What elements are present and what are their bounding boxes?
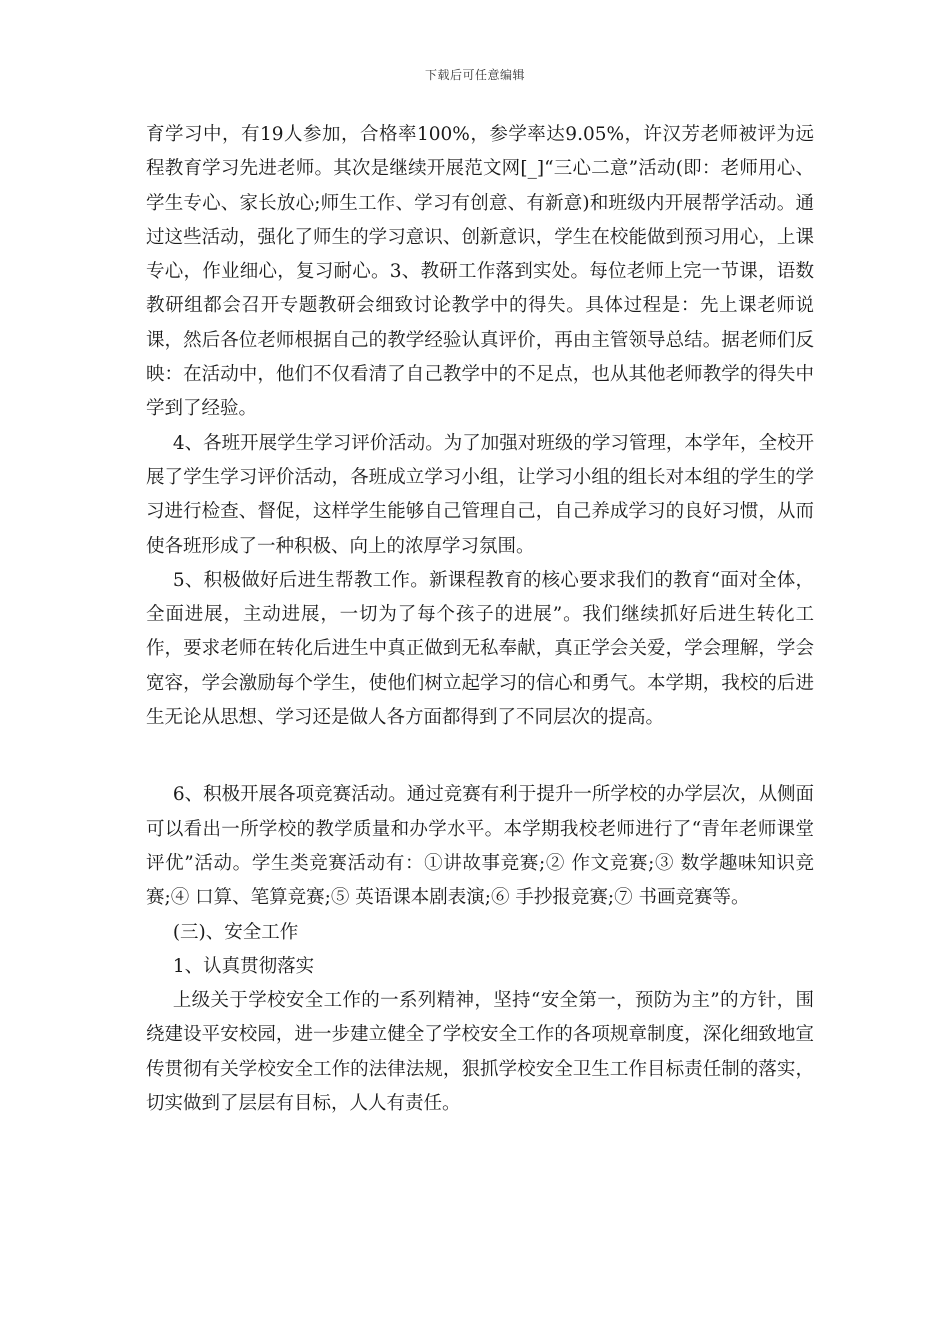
subheading-implementation: 1、认真贯彻落实 [172,955,315,977]
paragraph-gap [146,735,814,778]
paragraph-remote-education: 育学习中，有19人参加，合格率100%，参学率达9.05%，许汉芳老师被评为远程教育学习先进老师。其次是继续开展范文网[_]“三心二意”活动(即：老师用心、学生专心、家长放心;师生工作、学习有创意、有新意)和班级内开展帮学活动。通过这些活动，强化了师生的学习意识、创新意识，学生在校能做到预习用心，上课专心，作业细心，复习耐心。3、教研工作落到实处。每位老师上完一节课，语数教研组都会召开专题教研会细致讨论教学中的得失。具体过程是：先上课老师说课，然后各位老师根据自己的教学经验认真评价，再由主管领导总结。据老师们反映：在活动中，他们不仅看清了自己教学中的不足点，也从其他老师教学的得失中学到了经验。 [146,124,814,420]
paragraph-safety-policy: 上级关于学校安全工作的一系列精神，坚持“安全第一，预防为主”的方针，围绕建设平安校园，进一步建立健全了学校安全工作的各项规章制度，深化细致地宣传贯彻有关学校安全工作的法律法规，狠抓学校安全卫生工作目标责任制的落实，切实做到了层层有目标，人人有责任。 [146,990,814,1115]
document-body [146,118,814,1121]
section-heading-safety: (三)、安全工作 [172,921,299,943]
page-header-note: 下载后可任意编辑 [424,68,525,82]
paragraph-learning-evaluation: 4、各班开展学生学习评价活动。为了加强对班级的学习管理，本学年，全校开展了学生学习评价活动，各班成立学习小组，让学习小组的组长对本组的学生的学习进行检查、督促，这样学生能够自己管理自己，自己养成学习的良好习惯，从而使各班形成了一种积极、向上的浓厚学习氛围。 [146,432,814,557]
paragraph-underachiever-support: 5、积极做好后进生帮教工作。新课程教育的核心要求我们的教育“面对全体，全面进展，主动进展，一切为了每个孩子的进展”。我们继续抓好后进生转化工作，要求老师在转化后进生中真正做到无私奉献，真正学会关爱，学会理解，学会宽容，学会激励每个学生，使他们树立起学习的信心和勇气。本学期，我校的后进生无论从思想、学习还是做人各方面都得到了不同层次的提高。 [146,569,814,729]
paragraph-competitions: 6、积极开展各项竞赛活动。通过竞赛有利于提升一所学校的办学层次，从侧面可以看出一所学校的教学质量和办学水平。本学期我校老师进行了“青年老师课堂评优”活动。学生类竞赛活动有：①讲故事竞赛;② 作文竞赛;③ 数学趣味知识竞赛;④ 口算、笔算竞赛;⑤ 英语课本剧表演;⑥ 手抄报竞赛;⑦ 书画竞赛等。 [146,784,814,909]
